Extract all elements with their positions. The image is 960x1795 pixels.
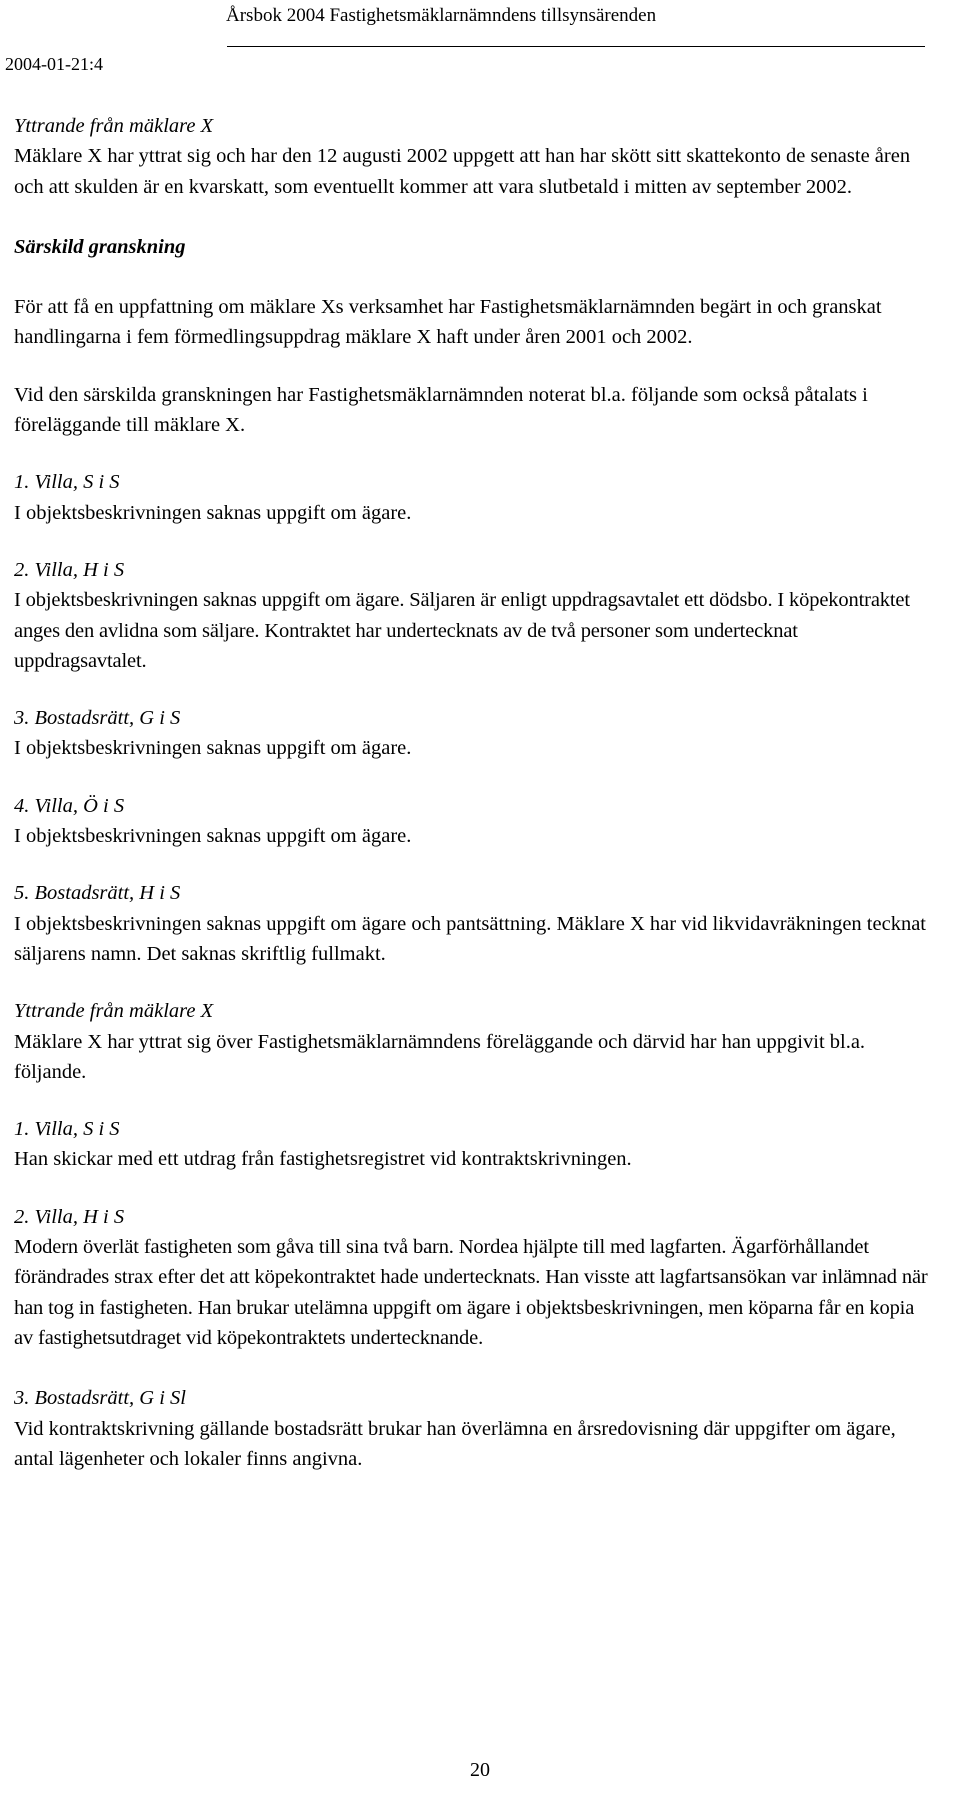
item-text: I objektsbeskrivningen saknas uppgift om ägare. (14, 737, 412, 760)
document-body (14, 111, 934, 1474)
statement-paragraph: Mäklare X har yttrat sig och har den 12 augusti 2002 uppgett att han har skött sitt skattekonto de senaste åren och att skulden är en kvarskatt, som eventuellt kommer att vara slutbetald i mitten av september 2002. (14, 145, 911, 198)
header-title: Årsbok 2004 Fastighetsmäklarnämndens tillsynsärenden (226, 5, 657, 26)
reply-text: Vid kontraktskrivning gällande bostadsrätt brukar han överlämna en årsredovisning där uppgifter om ägare, antal lägenheter och lokaler finns angivna. (14, 1417, 896, 1470)
review-findings-paragraph: Vid den särskilda granskningen har Fastighetsmäklarnämnden noterat bl.a. följande som också påtalats i föreläggande till mäklare X. (14, 383, 868, 437)
header-rule (227, 46, 925, 47)
reply-heading: 1. Villa, S i S (14, 1118, 120, 1141)
section-heading-statement: Yttrande från mäklare X (14, 115, 214, 137)
review-intro-paragraph: För att få en uppfattning om mäklare Xs verksamhet har Fastighetsmäklarnämnden begärt in och granskat handlingarna i fem förmedlingsuppdrag mäklare X haft under åren 2001 och 2002. (14, 296, 882, 349)
header-date: 2004-01-21:4 (5, 54, 103, 74)
item-text: I objektsbeskrivningen saknas uppgift om ägare. (14, 825, 412, 848)
section-heading-statement-2: Yttrande från mäklare X (14, 1000, 214, 1023)
reply-text: Han skickar med ett utdrag från fastighetsregistret vid kontraktskrivningen. (14, 1148, 632, 1171)
reply-text: Modern överlät fastigheten som gåva till sina två barn. Nordea hjälpte till med lagfarten. Ägarförhållandet förändrades strax efter det att köpekontraktet hade undertecknats. Han visste att lagfartsansökan var inlämnad när han tog in fastigheten. Han brukar utelämna uppgift om ägare i objektsbeskrivningen, men köparna får en kopia av fastighetsutdraget vid köpekontraktets undertecknande. (14, 1236, 928, 1349)
section-heading-special-review: Särskild granskning (14, 235, 186, 258)
item-heading: 5. Bostadsrätt, H i S (14, 882, 181, 905)
page-header (14, 0, 924, 48)
item-heading: 1. Villa, S i S (14, 471, 120, 494)
item-heading: 4. Villa, Ö i S (14, 794, 125, 817)
reply-heading: 2. Villa, H i S (14, 1205, 125, 1228)
item-heading: 2. Villa, H i S (14, 558, 125, 581)
item-text: I objektsbeskrivningen saknas uppgift om ägare. (14, 501, 412, 524)
statement-2-paragraph: Mäklare X har yttrat sig över Fastighetsmäklarnämndens föreläggande och därvid har han uppgivit bl.a. följande. (14, 1030, 866, 1083)
item-heading: 3. Bostadsrätt, G i S (14, 707, 181, 730)
item-text: I objektsbeskrivningen saknas uppgift om ägare. Säljaren är enligt uppdragsavtalet ett dödsbo. I köpekontraktet anges den avlidna som säljare. Kontraktet har undertecknats av de två personer som undertecknat uppdragsavtalet. (14, 589, 910, 672)
page-number: 20 (470, 1759, 490, 1781)
reply-heading: 3. Bostadsrätt, G i Sl (14, 1387, 186, 1410)
item-text: I objektsbeskrivningen saknas uppgift om ägare och pantsättning. Mäklare X har vid likvidavräkningen tecknat säljarens namn. Det saknas skriftlig fullmakt. (14, 912, 926, 965)
